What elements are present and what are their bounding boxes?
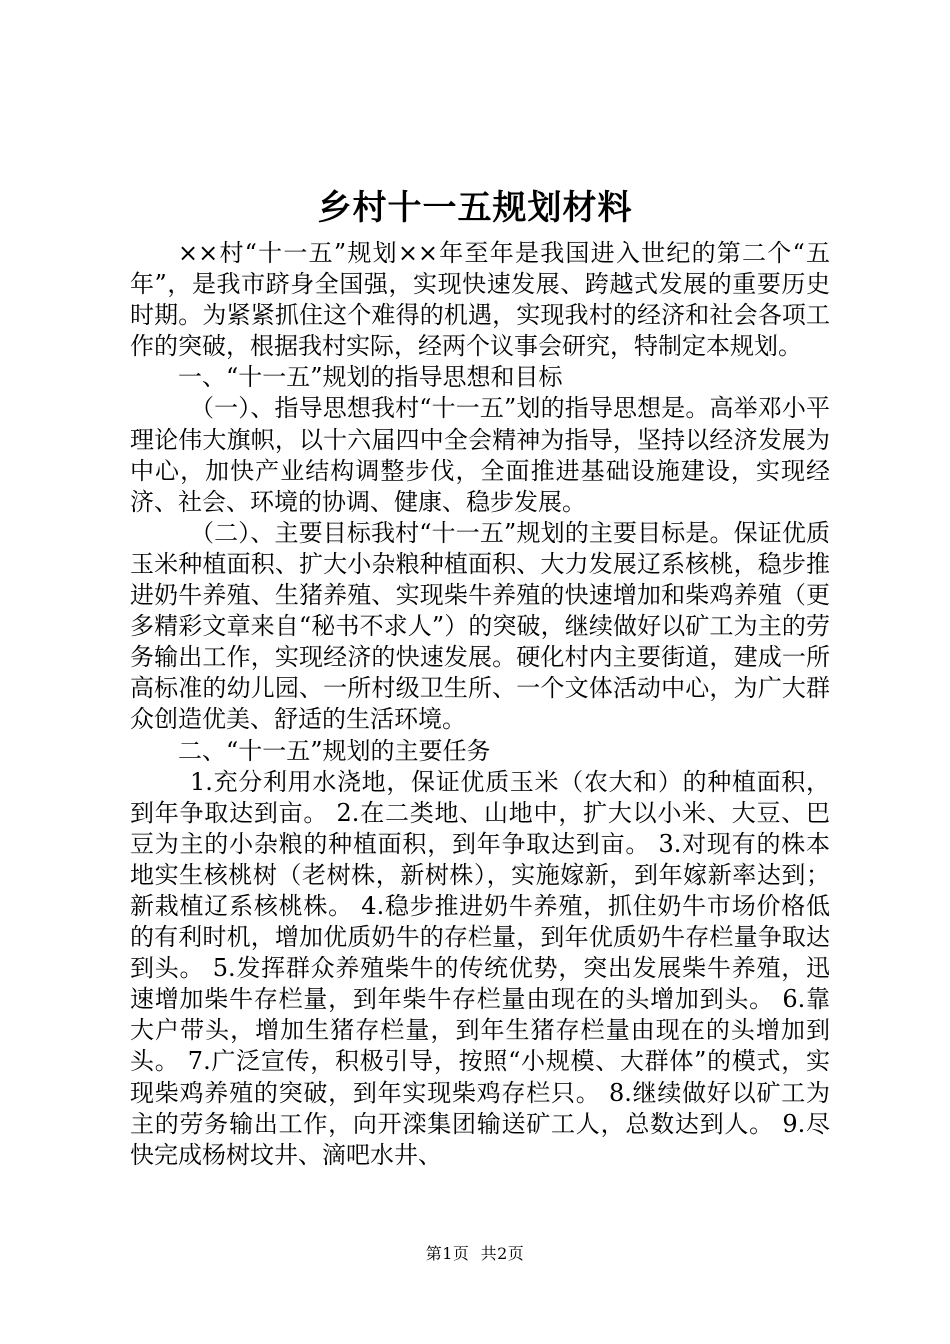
tasks-paragraph: 1.充分利用水浇地，保证优质玉米（农大和）的种植面积，到年争取达到亩。 2.在二类地、山地中，扩大以小米、大豆、巴豆为主的小杂粮的种植面积，到年争取达到亩。 3.对现有的株本地实生核桃树（老树株，新树株），实施嫁新，到年嫁新率达到；新栽植辽系核桃株。 4.稳步推进奶牛养殖，抓住奶牛市场价格低的有利时机，增加优质奶牛的存栏量，到年优质奶牛存栏量争取达到头。 5.发挥群众养殖柴牛的传统优势，突出发展柴牛养殖，迅速增加柴牛存栏量，到年柴牛存栏量由现在的头增加到头。 6.靠大户带头，增加生猪存栏量，到年生猪存栏量由现在的头增加到头。 7.广泛宣传，积极引导，按照“小规模、大群体”的模式，实现柴鸡养殖的突破，到年实现柴鸡存栏只。 8.继续做好以矿工为主的劳务输出工作，向开滦集团输送矿工人，总数达到人。 9.尽快完成杨树坟井、滴吧水井、	[130, 767, 830, 1169]
guiding-thought-paragraph: （一）、指导思想我村“十一五”划的指导思想是。高举邓小平理论伟大旗帜，以十六届四中全会精神为指导，坚持以经济发展为中心，加快产业结构调整步伐，全面推进基础设施建设，实现经济、社会、环境的协调、健康、稳步发展。	[130, 394, 830, 516]
section-heading-2: 二、“十一五”规划的主要任务	[178, 736, 491, 765]
intro-paragraph: ××村“十一五”规划××年至年是我国进入世纪的第二个“五年”，是我市跻身全国强，实现快速发展、跨越式发展的重要历史时期。为紧紧抓住这个难得的机遇，实现我村的经济和社会各项工作的突破，根据我村实际，经两个议事会研究，特制定本规划。	[130, 239, 830, 361]
page-number-label: 第1页 共2页	[425, 1244, 525, 1263]
main-goals-paragraph: （二）、主要目标我村“十一五”规划的主要目标是。保证优质玉米种植面积、扩大小杂粮种植面积、大力发展辽系核桃，稳步推进奶牛养殖、生猪养殖、实现柴牛养殖的快速增加和柴鸡养殖（更多精彩文章来自“秘书不求人”）的突破，继续做好以矿工为主的劳务输出工作，实现经济的快速发展。硬化村内主要街道，建成一所高标准的幼儿园、一所村级卫生所、一个文体活动中心，为广大群众创造优美、舒适的生活环境。	[130, 518, 830, 734]
document-title: 乡村十一五规划材料	[317, 188, 633, 228]
page-footer	[0, 1244, 950, 1264]
document-body	[130, 238, 830, 1171]
section-heading-1: 一、“十一五”规划的指导思想和目标	[178, 363, 563, 392]
